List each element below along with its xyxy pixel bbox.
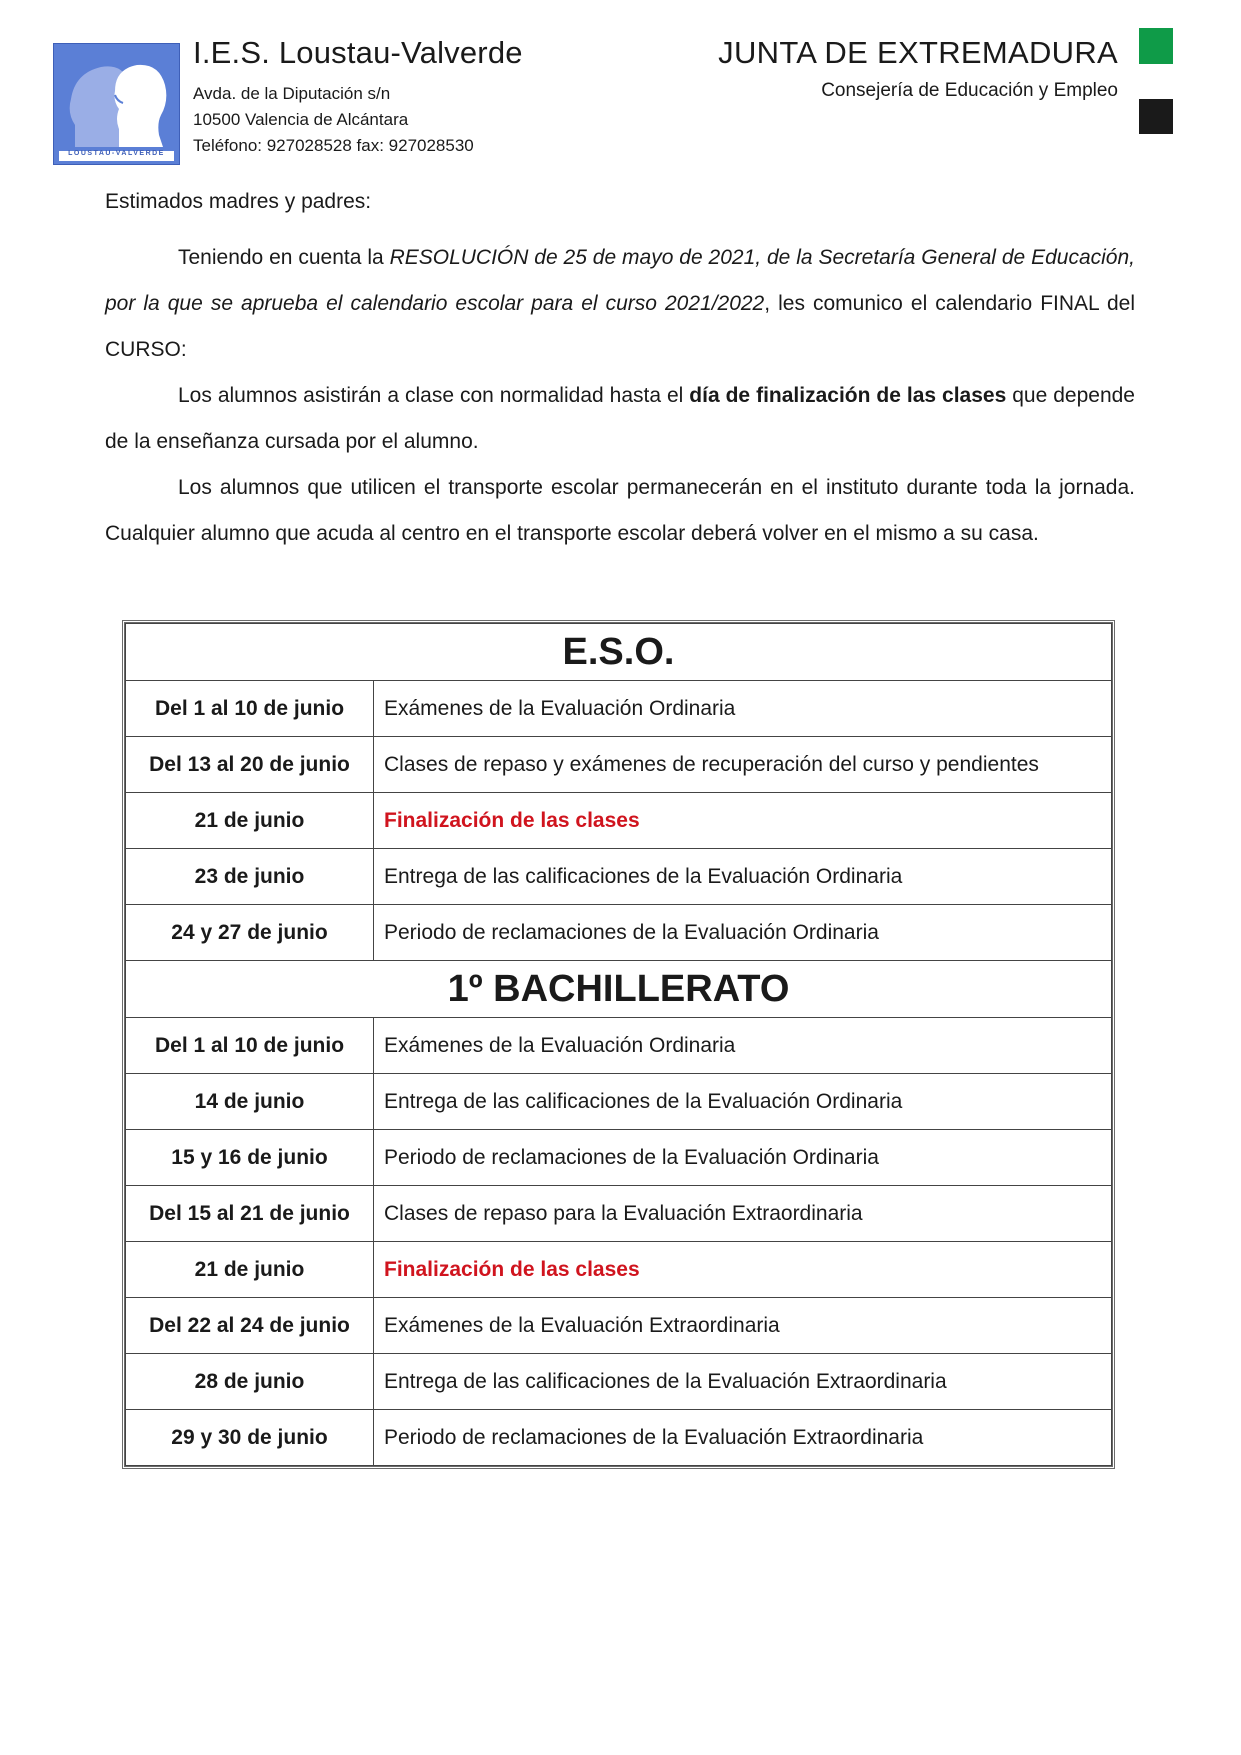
black-square-mark (1139, 99, 1173, 134)
bach-description-cell: Entrega de las calificaciones de la Evaluación Extraordinaria (374, 1354, 1112, 1410)
bach-description-cell: Periodo de reclamaciones de la Evaluación Ordinaria (374, 1130, 1112, 1186)
greeting: Estimados madres y padres: (105, 190, 372, 213)
eso-date-cell: 21 de junio (126, 793, 374, 849)
bach-description-cell: Periodo de reclamaciones de la Evaluación Extraordinaria (374, 1410, 1112, 1466)
bach-date-cell: Del 1 al 10 de junio (126, 1018, 374, 1074)
eso-date-cell: 24 y 27 de junio (126, 905, 374, 961)
paragraph-attendance (105, 373, 1135, 465)
section-title-bachillerato: 1º BACHILLERATO (126, 961, 1112, 1018)
section-header-row (126, 961, 1112, 1018)
logo-label: LOUSTAU-VALVERDE (68, 150, 165, 157)
bach-date-cell: 21 de junio (126, 1242, 374, 1298)
eso-description-cell: Finalización de las clases (374, 793, 1112, 849)
paragraph-resolution (105, 235, 1135, 373)
p2-intro: Los alumnos asistirán a clase con normalidad hasta el (178, 384, 690, 407)
bach-date-cell: Del 15 al 21 de junio (126, 1186, 374, 1242)
eso-description-cell: Entrega de las calificaciones de la Evaluación Ordinaria (374, 849, 1112, 905)
p2-outro: que depende de la enseñanza cursada por el alumno. (105, 384, 1135, 453)
table-row (126, 737, 1112, 793)
bach-description-cell: Exámenes de la Evaluación Extraordinaria (374, 1298, 1112, 1354)
bach-description-cell: Entrega de las calificaciones de la Evaluación Ordinaria (374, 1074, 1112, 1130)
table-row (126, 1354, 1112, 1410)
table-row (126, 1074, 1112, 1130)
junta-subtitle: Consejería de Educación y Empleo (821, 80, 1118, 101)
table-row (126, 1298, 1112, 1354)
eso-date-cell: 23 de junio (126, 849, 374, 905)
section-title-eso: E.S.O. (126, 624, 1112, 681)
school-name: I.E.S. Loustau-Valverde (193, 35, 523, 70)
bach-description-cell: Clases de repaso para la Evaluación Extraordinaria (374, 1186, 1112, 1242)
table-row (126, 793, 1112, 849)
table-row (126, 1242, 1112, 1298)
table-row (126, 1018, 1112, 1074)
eso-date-cell: Del 13 al 20 de junio (126, 737, 374, 793)
letter-body (105, 183, 1135, 557)
p1-outro: , les comunico el calendario FINAL del CURSO: (105, 292, 1135, 361)
table-row (126, 1410, 1112, 1466)
green-square-mark (1139, 28, 1173, 64)
table-row (126, 849, 1112, 905)
bach-description-cell: Exámenes de la Evaluación Ordinaria (374, 1018, 1112, 1074)
bach-date-cell: 15 y 16 de junio (126, 1130, 374, 1186)
bach-date-cell: 29 y 30 de junio (126, 1410, 374, 1466)
paragraph-transport: Los alumnos que utilicen el transporte escolar permanecerán en el instituto durante toda la jornada. Cualquier alumno que acuda al centro en el transporte escolar deberá volver en el mismo a su casa. (105, 476, 1135, 545)
table-row (126, 905, 1112, 961)
table-row (126, 681, 1112, 737)
eso-description-cell: Periodo de reclamaciones de la Evaluación Ordinaria (374, 905, 1112, 961)
eso-description-cell: Clases de repaso y exámenes de recuperación del curso y pendientes (374, 737, 1112, 793)
eso-date-cell: Del 1 al 10 de junio (126, 681, 374, 737)
bach-date-cell: 14 de junio (126, 1074, 374, 1130)
section-header-row (126, 624, 1112, 681)
address-line-phone: Teléfono: 927028528 fax: 927028530 (193, 136, 474, 155)
eso-description-cell: Exámenes de la Evaluación Ordinaria (374, 681, 1112, 737)
address-line-street: Avda. de la Diputación s/n (193, 84, 391, 103)
bach-date-cell: 28 de junio (126, 1354, 374, 1410)
p1-intro: Teniendo en cuenta la (178, 246, 390, 269)
end-of-classes-phrase: día de finalización de las clases (689, 384, 1007, 407)
junta-title: JUNTA DE EXTREMADURA (718, 35, 1118, 70)
bach-date-cell: Del 22 al 24 de junio (126, 1298, 374, 1354)
school-logo (53, 43, 180, 165)
address-line-city: 10500 Valencia de Alcántara (193, 110, 409, 129)
school-address (193, 81, 474, 159)
table-row (126, 1130, 1112, 1186)
resolution-reference: RESOLUCIÓN de 25 de mayo de 2021, de la Secretaría General de Educación, por la que se aprueba el calendario escolar para el curso 2021/2022 (105, 246, 1135, 315)
table-row (126, 1186, 1112, 1242)
calendar-table (122, 620, 1115, 1469)
bach-description-cell: Finalización de las clases (374, 1242, 1112, 1298)
